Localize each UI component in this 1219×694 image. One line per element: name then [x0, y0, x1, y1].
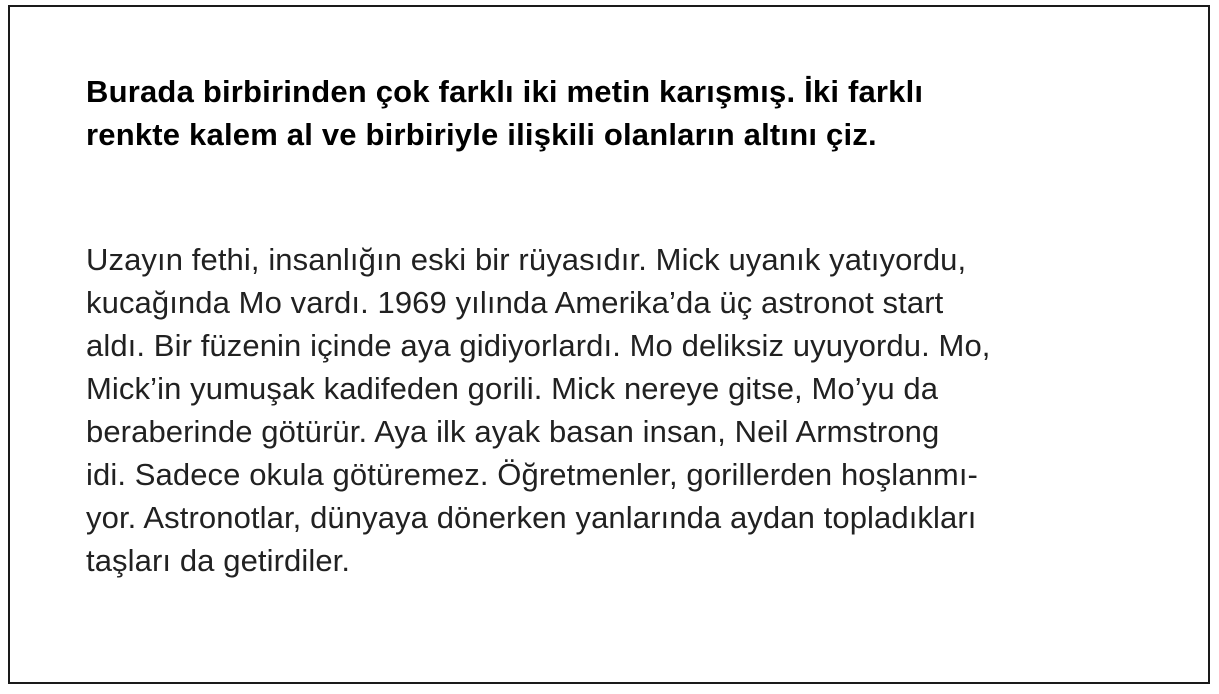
paragraph-line: Uzayın fethi, insanlığın eski bir rüyasıdır. Mick uyanık yatıyordu,	[86, 242, 967, 277]
paragraph-line: beraberinde götürür. Aya ilk ayak basan insan, Neil Armstrong	[86, 414, 940, 449]
paragraph-line: idi. Sadece okula götüremez. Öğretmenler, gorillerden hoşlanmı-	[86, 457, 978, 492]
paragraph-line: yor. Astronotlar, dünyaya dönerken yanlarında aydan topladıkları	[86, 500, 977, 535]
heading-line: Burada birbirinden çok farklı iki metin karışmış. İki farklı	[86, 74, 924, 109]
paragraph-line: kucağında Mo vardı. 1969 yılında Amerika’da üç astronot start	[86, 285, 944, 320]
paragraph-line: taşları da getirdiler.	[86, 543, 351, 578]
paragraph-line: Mick’in yumuşak kadifeden gorili. Mick nereye gitse, Mo’yu da	[86, 371, 939, 406]
paragraph-line: aldı. Bir füzenin içinde aya gidiyorlardı. Mo deliksiz uyuyordu. Mo,	[86, 328, 991, 363]
mixed-texts-paragraph	[86, 238, 1166, 582]
exercise-instruction-heading	[86, 70, 1106, 156]
heading-line: renkte kalem al ve birbiriyle ilişkili olanların altını çiz.	[86, 117, 877, 152]
